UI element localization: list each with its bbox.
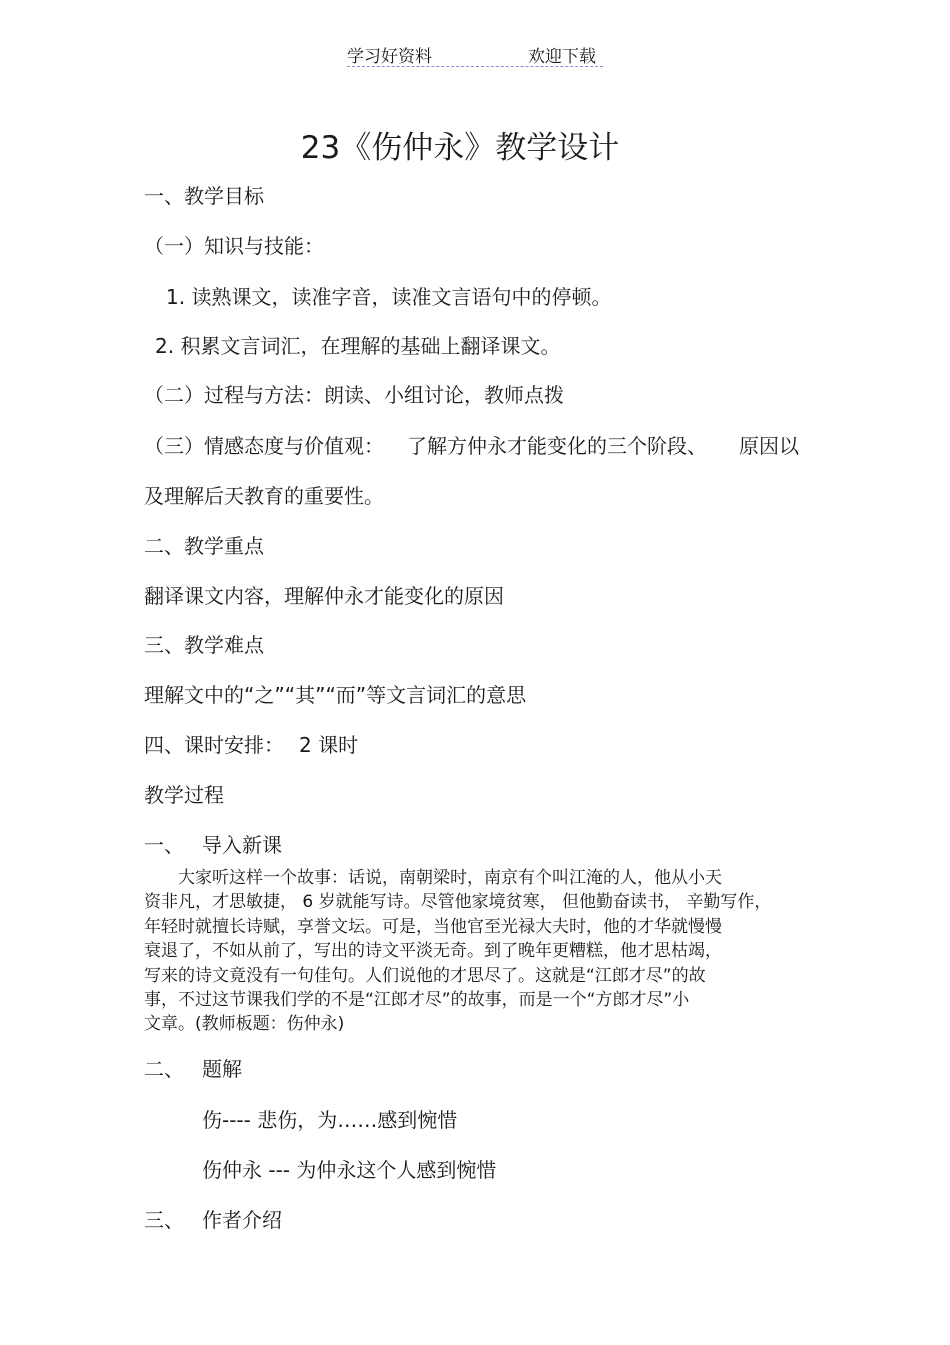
step-3-title: 作者介绍 [202, 1208, 282, 1232]
story-line: 年轻时就擅长诗赋，享誉文坛。可是，当他官至光禄大夫时，他的才华就慢慢 [144, 916, 722, 937]
objective-item-2: 2. 积累文言词汇，在理解的基础上翻译课文。 [155, 334, 561, 358]
step-1-number: 一、 [144, 833, 184, 857]
teaching-process-heading: 教学过程 [144, 783, 224, 807]
subsection-emotion-label: （三）情感态度与价值观： [144, 434, 384, 458]
story-line: 衰退了，不如从前了，写出的诗文平淡无奇。到了晚年更糟糕，他才思枯竭， [144, 941, 722, 962]
subsection-process: （二）过程与方法：朗读、小组讨论，教师点拨 [144, 383, 564, 407]
story-line: 文章。(教师板题：伤仲永) [144, 1014, 345, 1035]
difficulties-text: 理解文中的“之”“其”“而”等文言词汇的意思 [144, 683, 527, 707]
story-line: 资非凡，才思敏捷， 6 岁就能写诗。尽管他家境贫寒， 但他勤奋读书， 辛勤写作， [144, 892, 772, 913]
key-points-text: 翻译课文内容，理解仲永才能变化的原因 [144, 584, 504, 608]
title-explanation-2: 伤仲永 --- 为仲永这个人感到惋惜 [202, 1158, 497, 1182]
story-line: 事，不过这节课我们学的不是“江郎才尽”的故事，而是一个“方郎才尽”小 [144, 990, 690, 1011]
title-explanation-1: 伤---- 悲伤，为……感到惋惜 [202, 1108, 458, 1132]
document-title: 23《伤仲永》教学设计 [300, 130, 620, 166]
subsection-emotion-text-end: 原因以 [739, 434, 799, 458]
subsection-emotion-continued: 及理解后天教育的重要性。 [144, 484, 384, 508]
story-paragraph [144, 866, 804, 1037]
header-right-text: 欢迎下载 [528, 47, 596, 67]
section-objectives-heading: 一、教学目标 [144, 184, 264, 208]
step-1-title: 导入新课 [202, 833, 282, 857]
story-line: 大家听这样一个故事：话说，南朝梁时，南京有个叫江淹的人，他从小天 [144, 868, 722, 888]
page-header [347, 40, 603, 67]
section-difficulties-heading: 三、教学难点 [144, 633, 264, 657]
section-key-points-heading: 二、教学重点 [144, 534, 264, 558]
step-3-number: 三、 [144, 1208, 184, 1232]
subsection-knowledge: （一）知识与技能： [144, 234, 324, 258]
section-schedule-heading: 四、课时安排： [144, 733, 284, 757]
header-left-text: 学习好资料 [347, 47, 432, 67]
subsection-emotion-text: 了解方仲永才能变化的三个阶段、 [407, 434, 707, 458]
step-2-number: 二、 [144, 1057, 184, 1081]
schedule-value: 2 课时 [299, 733, 359, 757]
objective-item-1: 1. 读熟课文，读准字音，读准文言语句中的停顿。 [166, 285, 612, 309]
story-line: 写来的诗文竟没有一句佳句。人们说他的才思尽了。这就是“江郎才尽”的故 [144, 965, 706, 986]
step-2-title: 题解 [202, 1057, 242, 1081]
